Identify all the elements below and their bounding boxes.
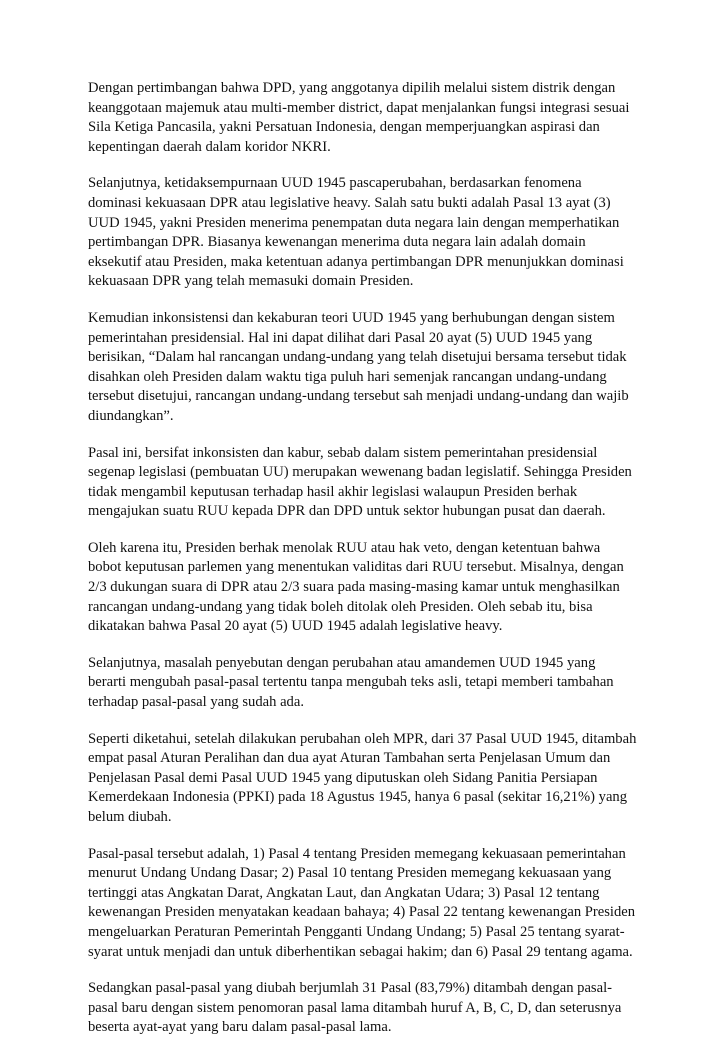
paragraph-6 [88, 654, 658, 713]
paragraph-line: Sila Ketiga Pancasila, yakni Persatuan Indonesia, dengan memperjuangkan aspirasi dan [88, 119, 600, 136]
paragraph-line: pertimbangan DPR. Biasanya kewenangan menerima duta negara lain adalah domain [88, 234, 586, 251]
paragraph-line: Dengan pertimbangan bahwa DPD, yang anggotanya dipilih melalui sistem distrik dengan [88, 80, 616, 96]
paragraph-line: rancangan undang-undang yang tidak boleh ditolak oleh Presiden. Oleh sebab itu, bisa [88, 598, 593, 615]
paragraph-line: Sedangkan pasal-pasal yang diubah berjumlah 31 Pasal (83,79%) ditambah dengan pasal- [88, 980, 613, 997]
paragraph-line: kekuasaan DPR yang telah memasuki domain Presiden. [88, 273, 414, 290]
paragraph-9 [88, 979, 658, 1038]
paragraph-line: mengeluarkan Peraturan Pemerintah Pengganti Undang Undang; 5) Pasal 25 tentang syarat- [88, 923, 625, 940]
paragraph-line: 2/3 dukungan suara di DPR atau 2/3 suara pada masing-masing kamar untuk menghasilkan [88, 579, 620, 596]
paragraph-line: tertinggi atas Angkatan Darat, Angkatan Laut, dan Angkatan Udara; 3) Pasal 12 tentang [88, 884, 600, 901]
paragraph-line: dikatakan bahwa Pasal 20 ayat (5) UUD 1945 adalah legislative heavy. [88, 618, 503, 635]
paragraph-line: syarat untuk menjadi dan untuk diberhentikan sebagai hakim; dan 6) Pasal 29 tentang agama. [88, 943, 633, 960]
paragraph-line: Kemerdekaan Indonesia (PPKI) pada 18 Agustus 1945, hanya 6 pasal (sekitar 16,21%) yang [88, 789, 628, 806]
paragraph-8 [88, 845, 658, 963]
paragraph-line: Oleh karena itu, Presiden berhak menolak RUU atau hak veto, dengan ketentuan bahwa [88, 539, 601, 556]
paragraph-4 [88, 444, 658, 522]
paragraph-line: Kemudian inkonsistensi dan kekaburan teori UUD 1945 yang berhubungan dengan sistem [88, 309, 615, 326]
paragraph-line: kepentingan daerah dalam koridor NKRI. [88, 138, 331, 155]
paragraph-line: Selanjutnya, masalah penyebutan dengan perubahan atau amandemen UUD 1945 yang [88, 654, 596, 671]
paragraph-line: Seperti diketahui, setelah dilakukan perubahan oleh MPR, dari 37 Pasal UUD 1945, ditambah [88, 730, 637, 747]
paragraph-line: pasal baru dengan sistem penomoran pasal lama ditambah huruf A, B, C, D, dan seterusnya [88, 999, 622, 1016]
paragraph-line: diundangkan”. [88, 407, 174, 424]
document-body [88, 79, 658, 1055]
paragraph-5 [88, 539, 658, 637]
paragraph-line: berisikan, “Dalam hal rancangan undang-undang yang telah disetujui bersama tersebut tidak [88, 349, 627, 366]
paragraph-1 [88, 79, 658, 157]
paragraph-2 [88, 174, 658, 292]
paragraph-line: Penjelasan Pasal demi Pasal UUD 1945 yang diputuskan oleh Sidang Panitia Persiapan [88, 769, 598, 786]
paragraph-7 [88, 730, 658, 828]
paragraph-line: beserta ayat-ayat yang baru dalam pasal-pasal lama. [88, 1019, 392, 1036]
paragraph-line: tidak mengambil keputusan terhadap hasil akhir legislasi walaupun Presiden berhak [88, 483, 578, 500]
paragraph-line: Pasal-pasal tersebut adalah, 1) Pasal 4 tentang Presiden memegang kekuasaan pemerintahan [88, 845, 626, 862]
paragraph-line: pemerintahan presidensial. Hal ini dapat dilihat dari Pasal 20 ayat (5) UUD 1945 yang [88, 329, 593, 346]
paragraph-line: Selanjutnya, ketidaksempurnaan UUD 1945 pascaperubahan, berdasarkan fenomena [88, 175, 582, 192]
paragraph-line: dominasi kekuasaan DPR atau legislative heavy. Salah satu bukti adalah Pasal 13 ayat (3) [88, 194, 611, 211]
paragraph-line: empat pasal Aturan Peralihan dan dua ayat Aturan Tambahan serta Penjelasan Umum dan [88, 750, 611, 767]
paragraph-line: terhadap pasal-pasal yang sudah ada. [88, 694, 304, 711]
paragraph-line: kewenangan Presiden menyatakan keadaan bahaya; 4) Pasal 22 tentang kewenangan Presiden [88, 904, 636, 921]
paragraph-line: segenap legislasi (pembuatan UU) merupakan wewenang badan legislatif. Sehingga Presiden [88, 464, 632, 481]
paragraph-line: keanggotaan majemuk atau multi-member district, dapat menjalankan fungsi integrasi sesuai [88, 99, 630, 116]
paragraph-line: mengajukan suatu RUU kepada DPR dan DPD untuk sektor hubungan pusat dan daerah. [88, 503, 606, 520]
paragraph-line: eksekutif atau Presiden, maka ketentuan adanya pertimbangan DPR menunjukkan dominasi [88, 253, 624, 270]
paragraph-3 [88, 309, 658, 427]
paragraph-line: menurut Undang Undang Dasar; 2) Pasal 10 tentang Presiden memegang kekuasaan yang [88, 865, 612, 882]
paragraph-line: tersebut disetujui, rancangan undang-undang tersebut sah menjadi undang-undang dan wajib [88, 388, 629, 405]
paragraph-line: berarti mengubah pasal-pasal tertentu tanpa mengubah teks asli, tetapi memberi tambahan [88, 674, 614, 691]
paragraph-line: bobot keputusan parlemen yang menentukan validitas dari RUU tersebut. Misalnya, dengan [88, 559, 624, 576]
paragraph-line: disahkan oleh Presiden dalam waktu tiga puluh hari semenjak rancangan undang-undang [88, 368, 607, 385]
paragraph-line: UUD 1945, yakni Presiden menerima penempatan duta negara lain dengan memperhatikan [88, 214, 620, 231]
paragraph-line: belum diubah. [88, 809, 172, 825]
paragraph-line: Pasal ini, bersifat inkonsisten dan kabur, sebab dalam sistem pemerintahan presidensial [88, 444, 598, 461]
